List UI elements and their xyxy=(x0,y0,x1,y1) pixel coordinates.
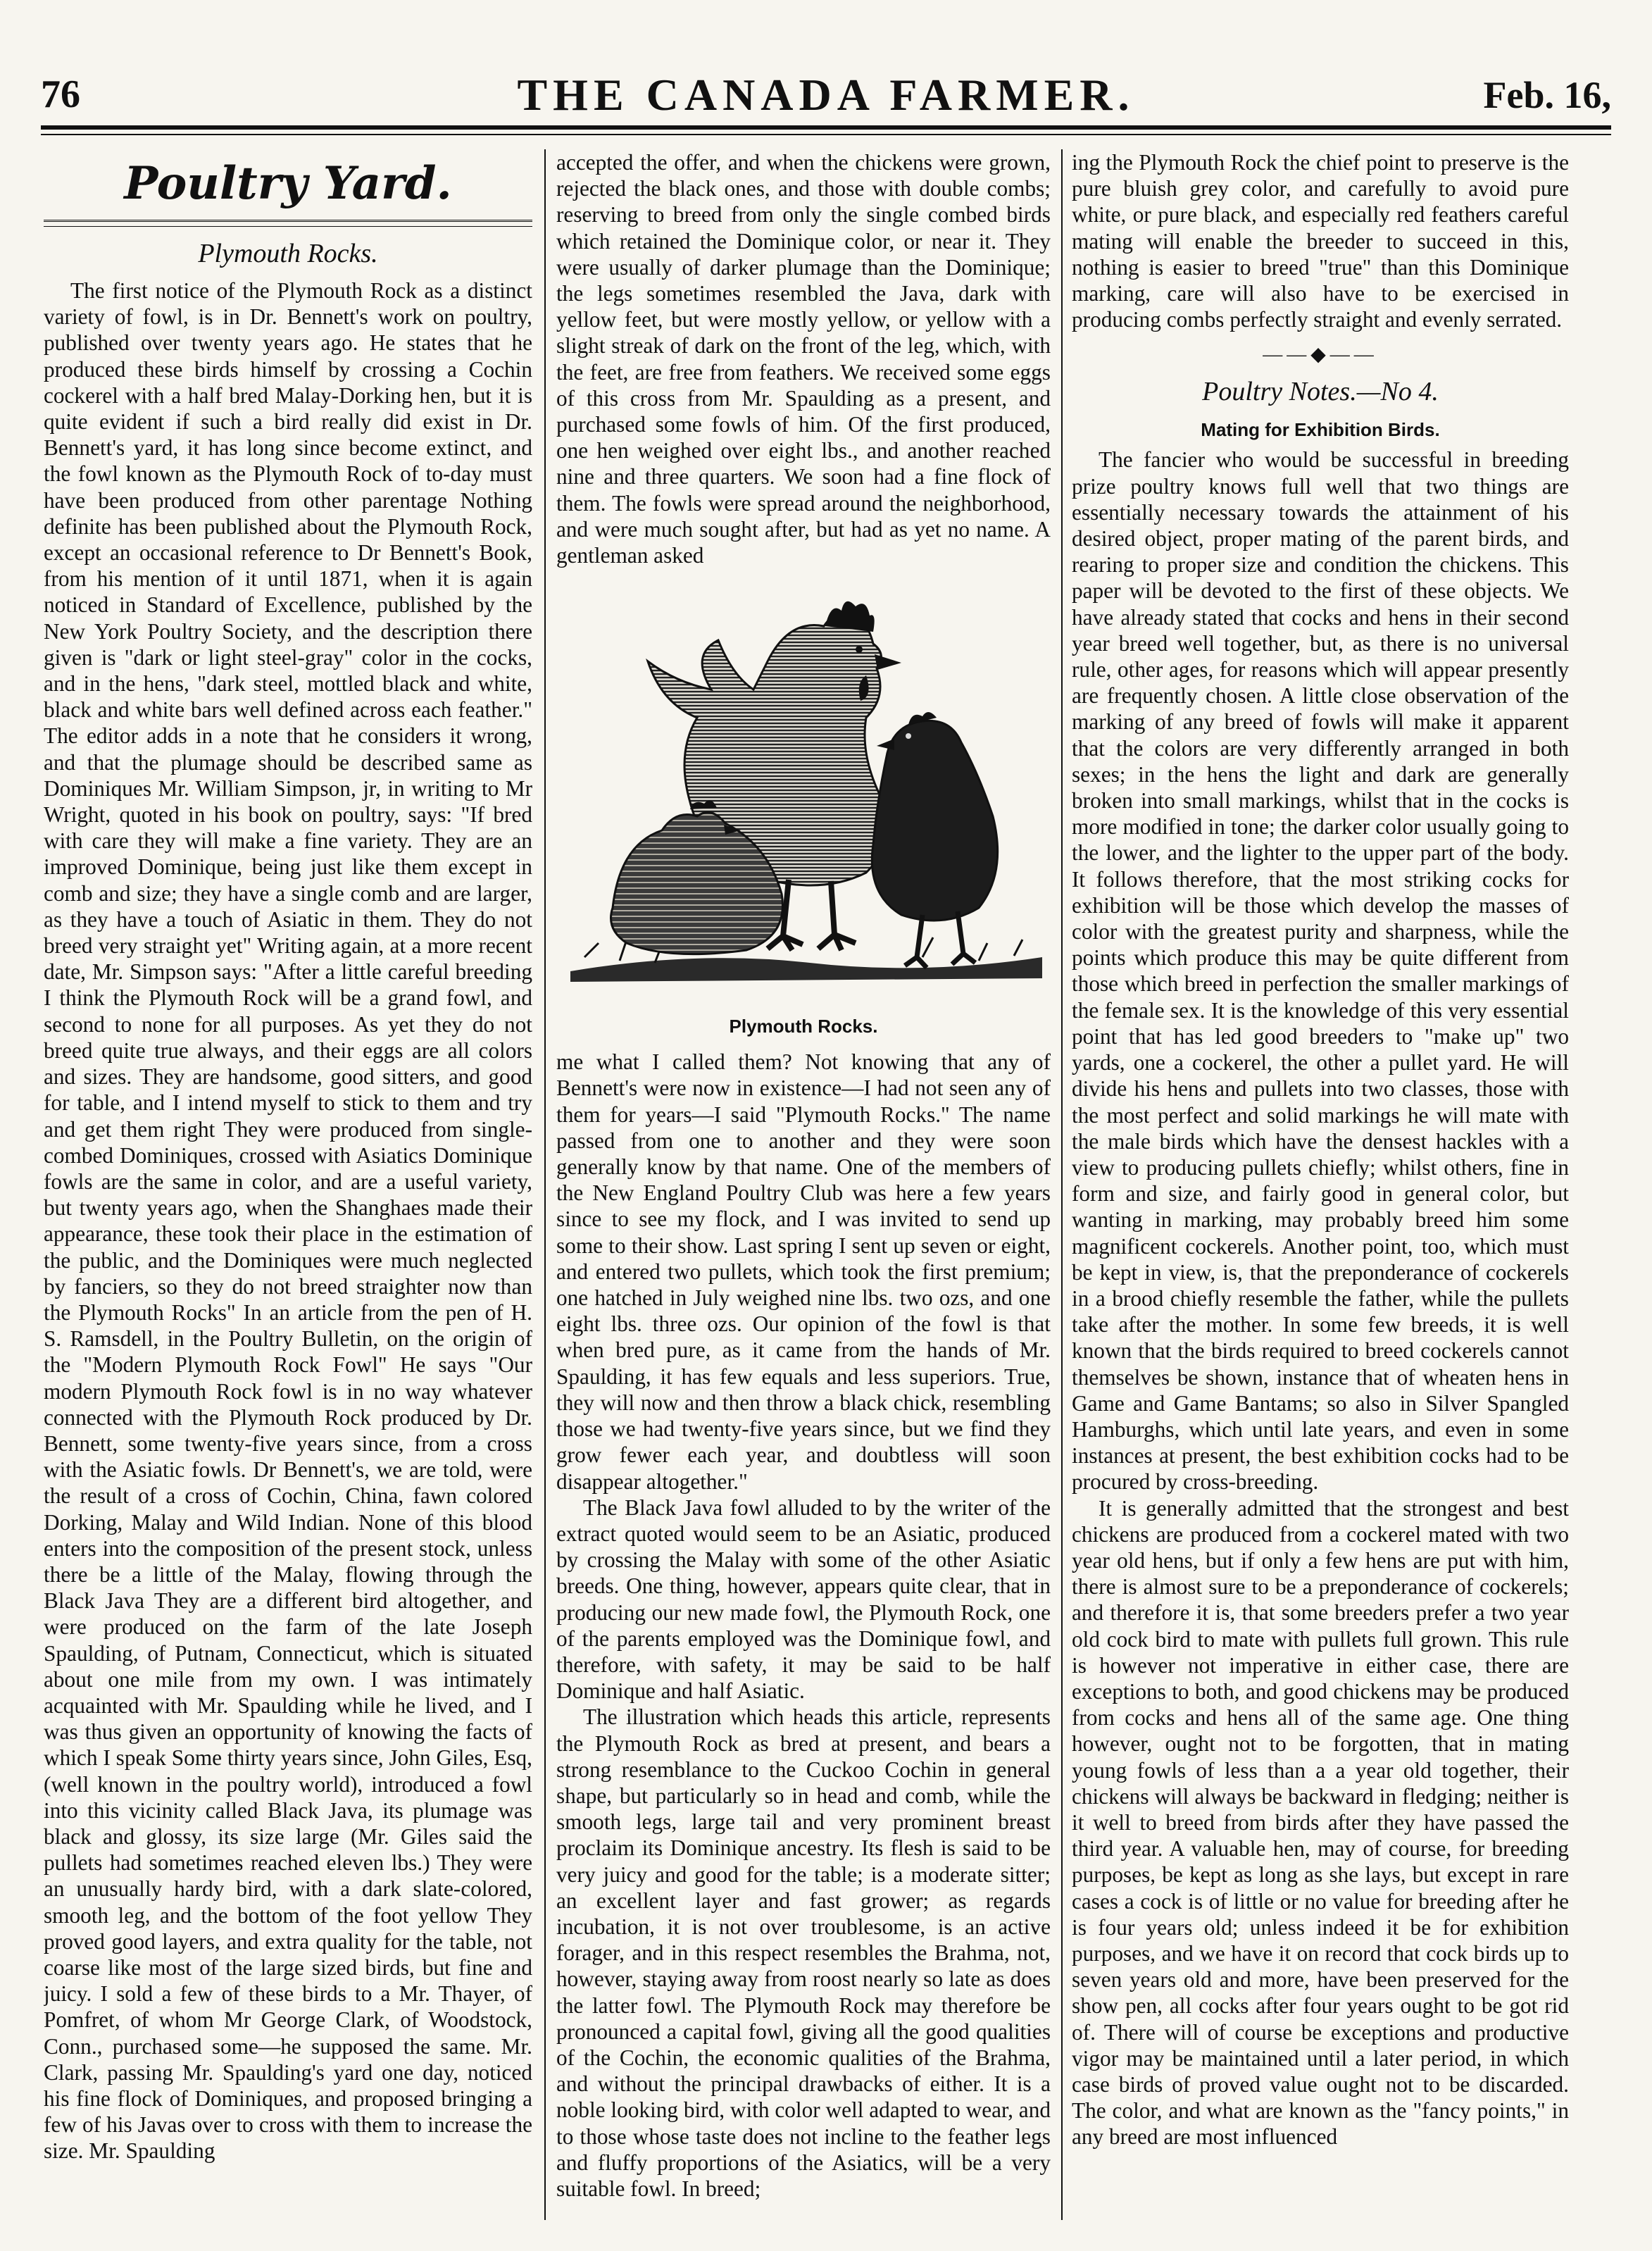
column-1 xyxy=(44,149,532,2220)
article-paragraph: me what I called them? Not knowing that any of Bennett's were now in existence—I had not seen any of them for years—I said "Plymouth Rocks." The name passed from one to another and they were soon generally know by that name. One of the members of the New England Poultry Club was here a few years since to see my flock, and I was invited to send up some to their show. Last spring I sent up seven or eight, and entered two pullets, which took the first premium; one hatched in July weighed nine lbs. two ozs, and one eight lbs. three ozs. Our opinion of the fowl is that when bred pure, as it came from the hands of Mr. Spaulding, it has few equals and less superiors. True, they will now and then throw a black chick, resembling those we had twenty-five years since, but we find they grow fewer each year, and doubtless will soon disappear altogether." xyxy=(556,1049,1051,1494)
article-paragraph: The illustration which heads this article, represents the Plymouth Rock as bred at present, and bears a strong resemblance to the Cuckoo Cochin in general shape, but particularly so in head and comb, while the smooth legs, large tail and very prominent breast proclaim its Dominique ancestry. Its flesh is said to be very juicy and good for the table; is a moderate sitter; an excellent layer and fast grower; as regards incubation, it is not over troublesome, is an active forager, and in this respect resembles the Brahma, not, however, staying away from roost nearly so late as does the latter fowl. The Plymouth Rock may therefore be pronounced a capital fowl, giving all the good qualities of the Cochin, the economic qualities of the Brahma, and without the principal drawbacks of either. It is a noble looking bird, with color well adapted to wear, and to those whose taste does not incline to the feather legs and fluffy proportions of the Asiatics, will be a very suitable fowl. In breed; xyxy=(556,1704,1051,2201)
page-number: 76 xyxy=(41,73,80,116)
column-3 xyxy=(1072,149,1569,2220)
article-paragraph: The fancier who would be successful in breeding prize poultry knows full well that two things are essentially necessary towards the attainment of his desired object, proper mating of the parent birds, and rearing to proper size and condition the chickens. This paper will be devoted to the first of these objects. We have already stated that cocks and hens in their second year breed well together, but, as there is no universal rule, other ages, for reasons which will appear presently are frequently chosen. A little close observation of the marking of any breed of fowls will make it apparent that the colors are very differently arranged in both sexes; in the hens the light and dark are generally broken into small markings, whilst that in the cocks is more modified in tone; the darker color usually going to the lower, and the lighter to the upper part of the body. It follows therefore, that the most striking cocks for exhibition will be those which develop the masses of color with the greatest purity and sharpness, while the points which produce this may be quite different from those which breed in perfection the smaller markings of the female sex. It is the knowledge of this very essential point that has led good breeders to "make up" two yards, one a cockerel, the other a pullet yard. He will divide his hens and pullets into two classes, those with the most perfect and solid markings he will mate with the male birds which have the densest hackles with a view to producing pullets chiefly; whilst others, fine in form and size, and fairly good in general color, but wanting in marking, may probably breed him some magnificent cockerels. Another point, too, which must be kept in view, is, that the preponderance of cockerels in a brood chiefly resemble the father, while the pullets take after the mother. In some few breeds, it is well known that the birds required to breed cockerels cannot themselves be shown, instance that of wheaten hens in Game and Game Bantams; so also in Silver Spangled Hamburghs, which until late years, and even in some instances at present, the best exhibition cocks had to be procured by cross-breeding. xyxy=(1072,447,1569,1495)
issue-date: Feb. 16, xyxy=(1483,74,1611,116)
column-rule-1 xyxy=(544,149,546,2220)
article-paragraph-continued: accepted the offer, and when the chickens were grown, rejected the black ones, and those with double combs; reserving to breed from only the single combed birds which retained the Dominique color, or near it. They were usually of darker plumage than the Dominique; the legs sometimes resembled the Java, dark with yellow feet, but were mostly yellow, or yellow with a slight streak of dark on the front of the leg, which, with the feet, are free from feathers. We received some eggs of this cross from Mr. Spaulding as a present, and purchased some fowls of him. Of the first produced, one hen weighed over eight lbs., and another reached nine and three quarters. We soon had a fine flock of them. The fowls were spread around the neighborhood, and were much sought after, but had as yet no name. A gentleman asked xyxy=(556,150,1051,568)
department-rule xyxy=(44,220,532,227)
article-paragraph-continued: ing the Plymouth Rock the chief point to preserve is the pure bluish grey color, and carefully to avoid pure white, or pure black, and especially red feathers careful mating will enable the breeder to succeed in this, nothing is easier to breed "true" than this Dominique marking, care will also have to be exercised in producing combs perfectly straight and evenly serrated. xyxy=(1072,150,1569,332)
department-heading: Poultry Yard. xyxy=(124,157,452,210)
article-paragraph: The first notice of the Plymouth Rock as a distinct variety of fowl, is in Dr. Bennett's work on poultry, published over twenty years ago. He states that he produced these birds himself by crossing a Cochin cockerel with a half bred Malay-Dorking hen, but it is quite evident if such a bird really did exist in Dr. Bennett's yard, it has long since become extinct, and the fowl known as the Plymouth Rock of to-day must have been produced from other parentage Nothing definite has been published about the Plymouth Rock, except an occasional reference to Dr Bennett's Book, from his mention of it until 1871, when it is again noticed in Standard of Excellence, published by the New York Poultry Society, and the description there given is "dark or light steel-gray" color in the cocks, and in the hens, "dark steel, mottled black and white, black and white bars well defined across each feather." The editor adds in a note that he considers it wrong, and that the plumage should be described same as Dominiques Mr. William Simpson, jr, in writing to Mr Wright, quoted in his book on poultry, says: "If bred with care they will make a fine variety. They are an improved Dominique, being just like them except in comb and size; they have a single comb and are larger, as they have a touch of Asiatic in them. They do not breed very straight yet" Writing again, at a more recent date, Mr. Simpson says: "After a little careful breeding I think the Plymouth Rock will be a grand fowl, and second to none for all purposes. As yet they do not breed quite true always, and their eggs are all colors and sizes. They are handsome, good sitters, and good for table, and I intend myself to stick to them and try and get them right They were produced from single-combed Dominiques, crossed with Asiatics Dominique fowls are the same in color, and are a useful variety, but twenty years ago, when the Shanghaes made their appearance, these took their place in the estimation of the public, and the Dominiques were much neglected by fanciers, so they do not breed straighter now than the Plymouth Rocks" In an article from the pen of H. S. Ramsdell, in the Poultry Bulletin, on the origin of the "Modern Plymouth Rock Fowl" He says "Our modern Plymouth Rock fowl is in no way whatever connected with the Plymouth Rock produced by Dr. Bennett, some twenty-five years since, from a cross with the Asiatic fowls. Dr Bennett's, we are told, were the result of a cross of Cochin, China, fawn colored Dorking, Malay and Wild Indian. None of this blood enters into the composition of the present stock, unless there be a little of the Malay, flowing through the Black Java They are a different bird altogether, and were produced on the farm of the late Joseph Spaulding, of Putnam, Connecticut, which is situated about one mile from my own. I was intimately acquainted with Mr. Spaulding while he lived, and I was thus given an opportunity of knowing the facts of which I speak Some thirty years since, John Giles, Esq, (well known in the poultry world), introduced a fowl into this vicinity called Black Java, its plumage was black and glossy, its size large (Mr. Giles said the pullets had sometimes reached eleven lbs.) They were an unusually hardy bird, with a dark slate-colored, smooth leg, and the bottom of the foot yellow They proved good layers, and extra quality for the table, not coarse like most of the large sized birds, but fine and juicy. I sold a few of these birds to a Mr. Thayer, of Pomfret, of whom Mr George Clark, of Woodstock, Conn., purchased some—he supposed the same. Mr. Clark, passing Mr. Spaulding's yard one day, noticed his fine flock of Dominiques, and proposed bringing a few of his Javas over to cross with them to increase the size. Mr. Spaulding xyxy=(44,278,532,2164)
masthead-rule-thin xyxy=(41,134,1611,135)
newspaper-title: THE CANADA FARMER. xyxy=(517,70,1135,120)
article-paragraph: The Black Java fowl alluded to by the writer of the extract quoted would seem to be an Asiatic, produced by crossing the Malay with some of the other Asiatic breeds. One thing, however, appears quite clear, that in producing our new made fowl, the Plymouth Rock, one of the parents employed was the Dominique fowl, and therefore, with safety, it may be said to be half Dominique and half Asiatic. xyxy=(556,1495,1051,1704)
article-paragraph: It is generally admitted that the strongest and best chickens are produced from a cockerel mated with two year old hens, but if only a few hens are put with him, there is almost sure to be a preponderance of cockerels; and therefore it is, that some breeders prefer a two year old cock bird to mate with pullets full grown. This rule is however not imperative in either case, there are exceptions to both, and good chickens may be produced from cocks and hens all of the same age. One thing however, ought not to be forgotten, that in mating young fowls of less than a a year old together, their chickens will always be backward in fledging; neither is it well to breed from birds after they have passed the third year. A valuable hen, may of course, for breeding purposes, be kept as long as she lays, but except in rare cases a cock is of little or no value for breeding after he is four years old; unless indeed it be for exhibition purposes, and we have it on record that cock birds up to seven years old and more, have been preserved for the show pen, all cocks after four years ought to be got rid of. There will of course be exceptions and productive vigor may be maintained until a later period, in which case birds of proved value ought not to be discarded. The color, and what are known as the "fancy points," in any breed are most influenced xyxy=(1072,1495,1569,2150)
article-subtitle: Mating for Exhibition Birds. xyxy=(1201,419,1440,441)
poultry-engraving-image xyxy=(556,577,1051,1014)
column-2 xyxy=(556,149,1051,2220)
column-rule-2 xyxy=(1061,149,1063,2220)
hen-standing-figure xyxy=(872,712,997,968)
article-separator: ——◆—— xyxy=(1263,344,1378,366)
plymouth-rocks-illustration xyxy=(556,577,1051,1039)
figure-caption: Plymouth Rocks. xyxy=(729,1016,878,1037)
article-title-poultry-notes: Poultry Notes.—No 4. xyxy=(1202,377,1439,407)
masthead xyxy=(41,65,1611,121)
article-title-plymouth-rocks: Plymouth Rocks. xyxy=(198,239,378,268)
masthead-rule xyxy=(41,125,1611,130)
